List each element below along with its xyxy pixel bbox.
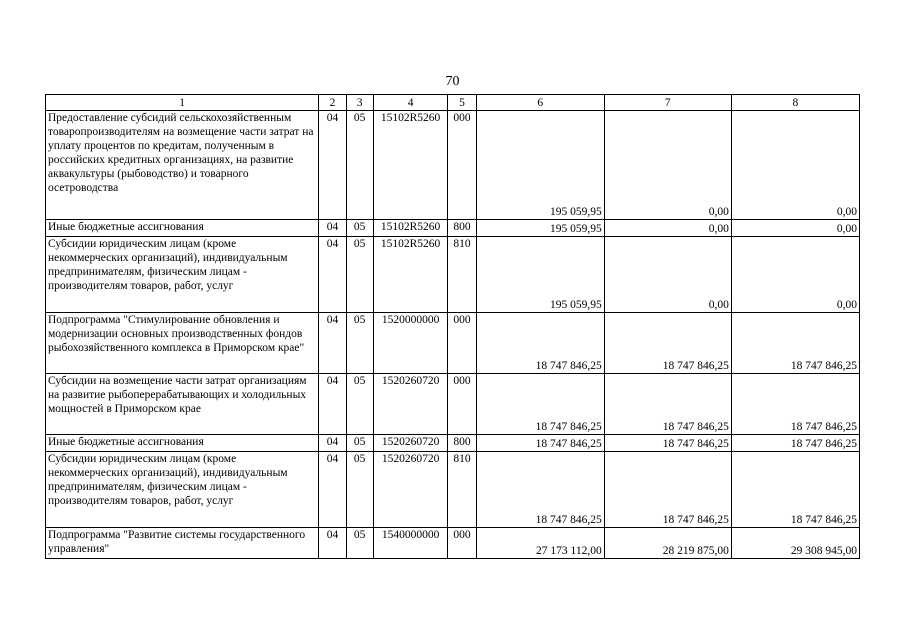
table-row <box>46 313 860 374</box>
target-article-code: 15102R5260 <box>373 237 448 313</box>
amount-col6: 195 059,95 <box>476 220 604 237</box>
row-name: Подпрограмма "Развитие системы государственного управления" <box>46 528 319 559</box>
amount-col8: 0,00 <box>731 111 859 220</box>
row-name: Субсидии юридическим лицам (кроме некоммерческих организаций), индивидуальным предпринимателям, физическим лицам - производителям товаров, работ, услуг <box>46 452 319 528</box>
table-row <box>46 435 860 452</box>
subsection-code: 05 <box>346 374 373 435</box>
target-article-code: 1520260720 <box>373 452 448 528</box>
target-article-code: 1520260720 <box>373 374 448 435</box>
subsection-code: 05 <box>346 313 373 374</box>
amount-col6: 195 059,95 <box>476 237 604 313</box>
subsection-code: 05 <box>346 452 373 528</box>
section-code: 04 <box>319 528 346 559</box>
expense-type-code: 810 <box>448 237 476 313</box>
amount-col6: 18 747 846,25 <box>476 452 604 528</box>
row-name: Предоставление субсидий сельскохозяйственным товаропроизводителям на возмещение части затрат на уплату процентов по кредитам, полученным в российских кредитных организациях, на развитие аквакультуры (рыбоводство) и товарного осетроводства <box>46 111 319 220</box>
amount-col6: 18 747 846,25 <box>476 374 604 435</box>
table-row <box>46 220 860 237</box>
section-code: 04 <box>319 220 346 237</box>
amount-col7: 18 747 846,25 <box>604 452 731 528</box>
subsection-code: 05 <box>346 528 373 559</box>
amount-col6: 27 173 112,00 <box>476 528 604 559</box>
amount-col8: 18 747 846,25 <box>731 313 859 374</box>
amount-col6: 18 747 846,25 <box>476 313 604 374</box>
target-article-code: 1520000000 <box>373 313 448 374</box>
column-header: 6 <box>476 95 604 111</box>
amount-col8: 0,00 <box>731 237 859 313</box>
target-article-code: 1540000000 <box>373 528 448 559</box>
row-name: Иные бюджетные ассигнования <box>46 220 319 237</box>
amount-col7: 18 747 846,25 <box>604 313 731 374</box>
table-row <box>46 528 860 559</box>
column-header: 2 <box>319 95 346 111</box>
page-number: 70 <box>445 74 460 89</box>
amount-col7: 0,00 <box>604 220 731 237</box>
expense-type-code: 000 <box>448 313 476 374</box>
row-name: Субсидии юридическим лицам (кроме некоммерческих организаций), индивидуальным предпринимателям, физическим лицам - производителям товаров, работ, услуг <box>46 237 319 313</box>
expense-type-code: 800 <box>448 435 476 452</box>
section-code: 04 <box>319 111 346 220</box>
target-article-code: 15102R5260 <box>373 111 448 220</box>
column-header: 1 <box>46 95 319 111</box>
row-name: Подпрограмма "Стимулирование обновления и модернизации основных производственных фондов рыбохозяйственного комплекса в Приморском крае" <box>46 313 319 374</box>
expense-type-code: 800 <box>448 220 476 237</box>
amount-col6: 195 059,95 <box>476 111 604 220</box>
column-header: 3 <box>346 95 373 111</box>
expense-type-code: 810 <box>448 452 476 528</box>
amount-col8: 18 747 846,25 <box>731 435 859 452</box>
amount-col7: 18 747 846,25 <box>604 435 731 452</box>
section-code: 04 <box>319 237 346 313</box>
column-header: 7 <box>604 95 731 111</box>
row-name: Субсидии на возмещение части затрат организациям на развитие рыбоперерабатывающих и холодильных мощностей в Приморском крае <box>46 374 319 435</box>
amount-col8: 29 308 945,00 <box>731 528 859 559</box>
target-article-code: 1520260720 <box>373 435 448 452</box>
amount-col6: 18 747 846,25 <box>476 435 604 452</box>
subsection-code: 05 <box>346 435 373 452</box>
section-code: 04 <box>319 313 346 374</box>
amount-col8: 18 747 846,25 <box>731 452 859 528</box>
amount-col7: 18 747 846,25 <box>604 374 731 435</box>
subsection-code: 05 <box>346 237 373 313</box>
budget-table <box>45 94 860 559</box>
amount-col7: 28 219 875,00 <box>604 528 731 559</box>
table-header-row <box>46 95 860 111</box>
expense-type-code: 000 <box>448 374 476 435</box>
column-header: 4 <box>373 95 448 111</box>
column-header: 8 <box>731 95 859 111</box>
subsection-code: 05 <box>346 111 373 220</box>
target-article-code: 15102R5260 <box>373 220 448 237</box>
table-row <box>46 452 860 528</box>
column-header: 5 <box>448 95 476 111</box>
table-row <box>46 237 860 313</box>
amount-col8: 0,00 <box>731 220 859 237</box>
section-code: 04 <box>319 374 346 435</box>
subsection-code: 05 <box>346 220 373 237</box>
expense-type-code: 000 <box>448 528 476 559</box>
amount-col7: 0,00 <box>604 111 731 220</box>
amount-col7: 0,00 <box>604 237 731 313</box>
expense-type-code: 000 <box>448 111 476 220</box>
table-row <box>46 374 860 435</box>
table-row <box>46 111 860 220</box>
section-code: 04 <box>319 435 346 452</box>
row-name: Иные бюджетные ассигнования <box>46 435 319 452</box>
section-code: 04 <box>319 452 346 528</box>
amount-col8: 18 747 846,25 <box>731 374 859 435</box>
